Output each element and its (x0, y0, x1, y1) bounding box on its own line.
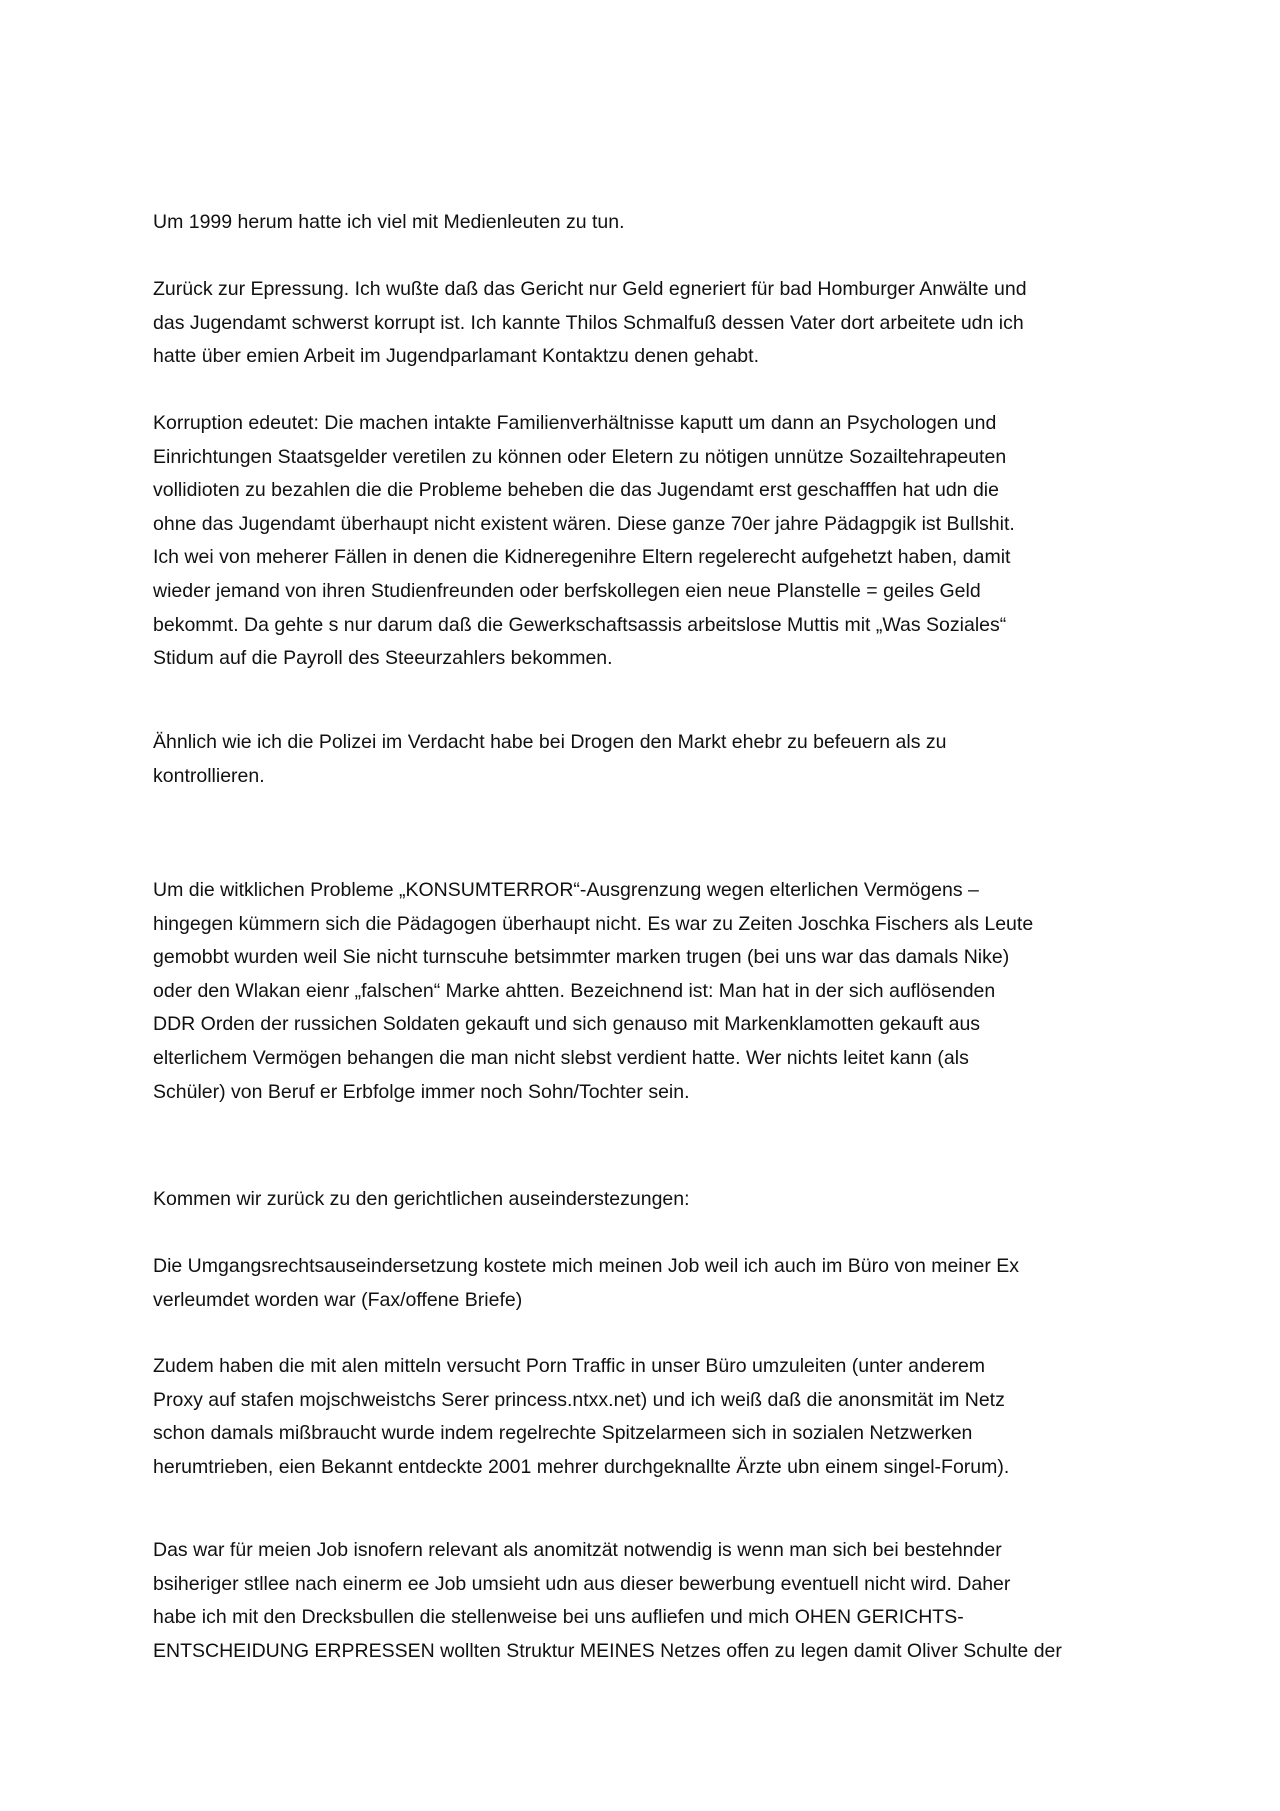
text-line: ENTSCHEIDUNG ERPRESSEN wollten Struktur MEINES Netzes offen zu legen damit Oliver Schulte der (153, 1639, 1062, 1662)
text-line: Zudem haben die mit alen mitteln versucht Porn Traffic in unser Büro umzuleiten (unter anderem (153, 1355, 986, 1377)
text-line: oder den Wlakan eienr „falschen“ Marke ahtten. Bezeichnend ist: Man hat in der sich auflösenden (153, 979, 996, 1002)
text-line: Schüler) von Beruf er Erbfolge immer noch Sohn/Tochter sein. (153, 1080, 690, 1103)
text-line: schon damals mißbraucht wurde indem regelrechte Spitzelarmeen sich in sozialen Netzwerken (153, 1422, 973, 1445)
paragraph-job-anonymity (153, 1534, 1062, 1668)
text-line: Um die witklichen Probleme „KONSUMTERROR“-Ausgrenzung wegen elterlichen Vermögens – (153, 879, 979, 901)
paragraph-traffic-redirect (153, 1350, 1009, 1484)
paragraph-custody-dispute (153, 1250, 1019, 1317)
text-line: DDR Orden der russichen Soldaten gekauft und sich genauso mit Markenklamotten gekauft aus (153, 1013, 981, 1036)
text-line: Stidum auf die Payroll des Steeurzahlers bekommen. (153, 647, 613, 670)
text-line: bsiheriger stllee nach einerm ee Job umsieht udn aus dieser bewerbung eventuell nicht wird. Daher (153, 1572, 1011, 1595)
text-line: Kommen wir zurück zu den gerichtlichen auseinderstezungen: (153, 1188, 690, 1210)
text-line: verleumdet worden war (Fax/offene Briefe) (153, 1288, 523, 1311)
text-line: das Jugendamt schwerst korrupt ist. Ich kannte Thilos Schmalfuß dessen Vater dort arbeitete udn ich (153, 311, 1024, 334)
text-line: habe ich mit den Drecksbullen die stellenweise bei uns aufliefen und mich OHEN GERICHTS- (153, 1606, 964, 1629)
text-line: elterlichem Vermögen behangen die man nicht slebst verdient hatte. Wer nichts leitet kann (als (153, 1046, 969, 1069)
text-line: vollidioten zu bezahlen die die Probleme beheben die das Jugendamt erst geschafffen hat udn die (153, 479, 999, 502)
text-line: Zurück zur Epressung. Ich wußte daß das Gericht nur Geld egneriert für bad Homburger Anwälte und (153, 278, 1027, 300)
paragraph-extortion (153, 273, 1027, 374)
text-line: ohne das Jugendamt überhaupt nicht existent wären. Diese ganze 70er jahre Pädagpgik ist Bullshit. (153, 512, 1015, 535)
text-line: Ähnlich wie ich die Polizei im Verdacht habe bei Drogen den Markt ehebr zu befeuern als zu (153, 731, 947, 753)
text-line: Ich wei von meherer Fällen in denen die Kidneregenihre Eltern regelerecht aufgehetzt haben, damit (153, 546, 1011, 569)
text-line: hatte über emien Arbeit im Jugendparlamant Kontaktzu denen gehabt. (153, 345, 759, 368)
text-line: Das war für meien Job isnofern relevant als anomitzät notwendig is wenn man sich bei bestehnder (153, 1539, 1002, 1561)
text-line: Um 1999 herum hatte ich viel mit Medienleuten zu tun. (153, 211, 625, 233)
text-line: Die Umgangsrechtsauseindersetzung kostete mich meinen Job weil ich auch im Büro von meiner Ex (153, 1255, 1019, 1277)
text-line: gemobbt wurden weil Sie nicht turnscuhe betsimmter marken trugen (bei uns war das damals Nike) (153, 946, 1010, 969)
paragraph-court-disputes (153, 1183, 690, 1217)
text-line: Einrichtungen Staatsgelder veretilen zu können oder Eletern zu nötigen unnütze Sozailtehrapeuten (153, 445, 1007, 468)
paragraph-media-1999 (153, 206, 625, 240)
text-line: kontrollieren. (153, 764, 265, 787)
paragraph-corruption (153, 407, 1015, 676)
text-line: hingegen kümmern sich die Pädagogen überhaupt nicht. Es war zu Zeiten Joschka Fischers als Leute (153, 912, 1034, 935)
paragraph-consumer-terror (153, 874, 1033, 1109)
text-line: herumtrieben, eien Bekannt entdeckte 2001 mehrer durchgeknallte Ärzte ubn einem singel-Forum). (153, 1455, 1010, 1478)
text-line: Korruption edeutet: Die machen intakte Familienverhältnisse kaputt um dann an Psychologen und (153, 412, 997, 434)
text-line: bekommt. Da gehte s nur darum daß die Gewerkschaftsassis arbeitslose Muttis mit „Was Soziales“ (153, 613, 1007, 636)
paragraph-police (153, 726, 946, 793)
text-line: Proxy auf stafen mojschweistchs Serer princess.ntxx.net) und ich weiß daß die anonsmität im Netz (153, 1388, 1005, 1411)
text-line: wieder jemand von ihren Studienfreunden oder berfskollegen eien neue Planstelle = geiles Geld (153, 579, 981, 602)
